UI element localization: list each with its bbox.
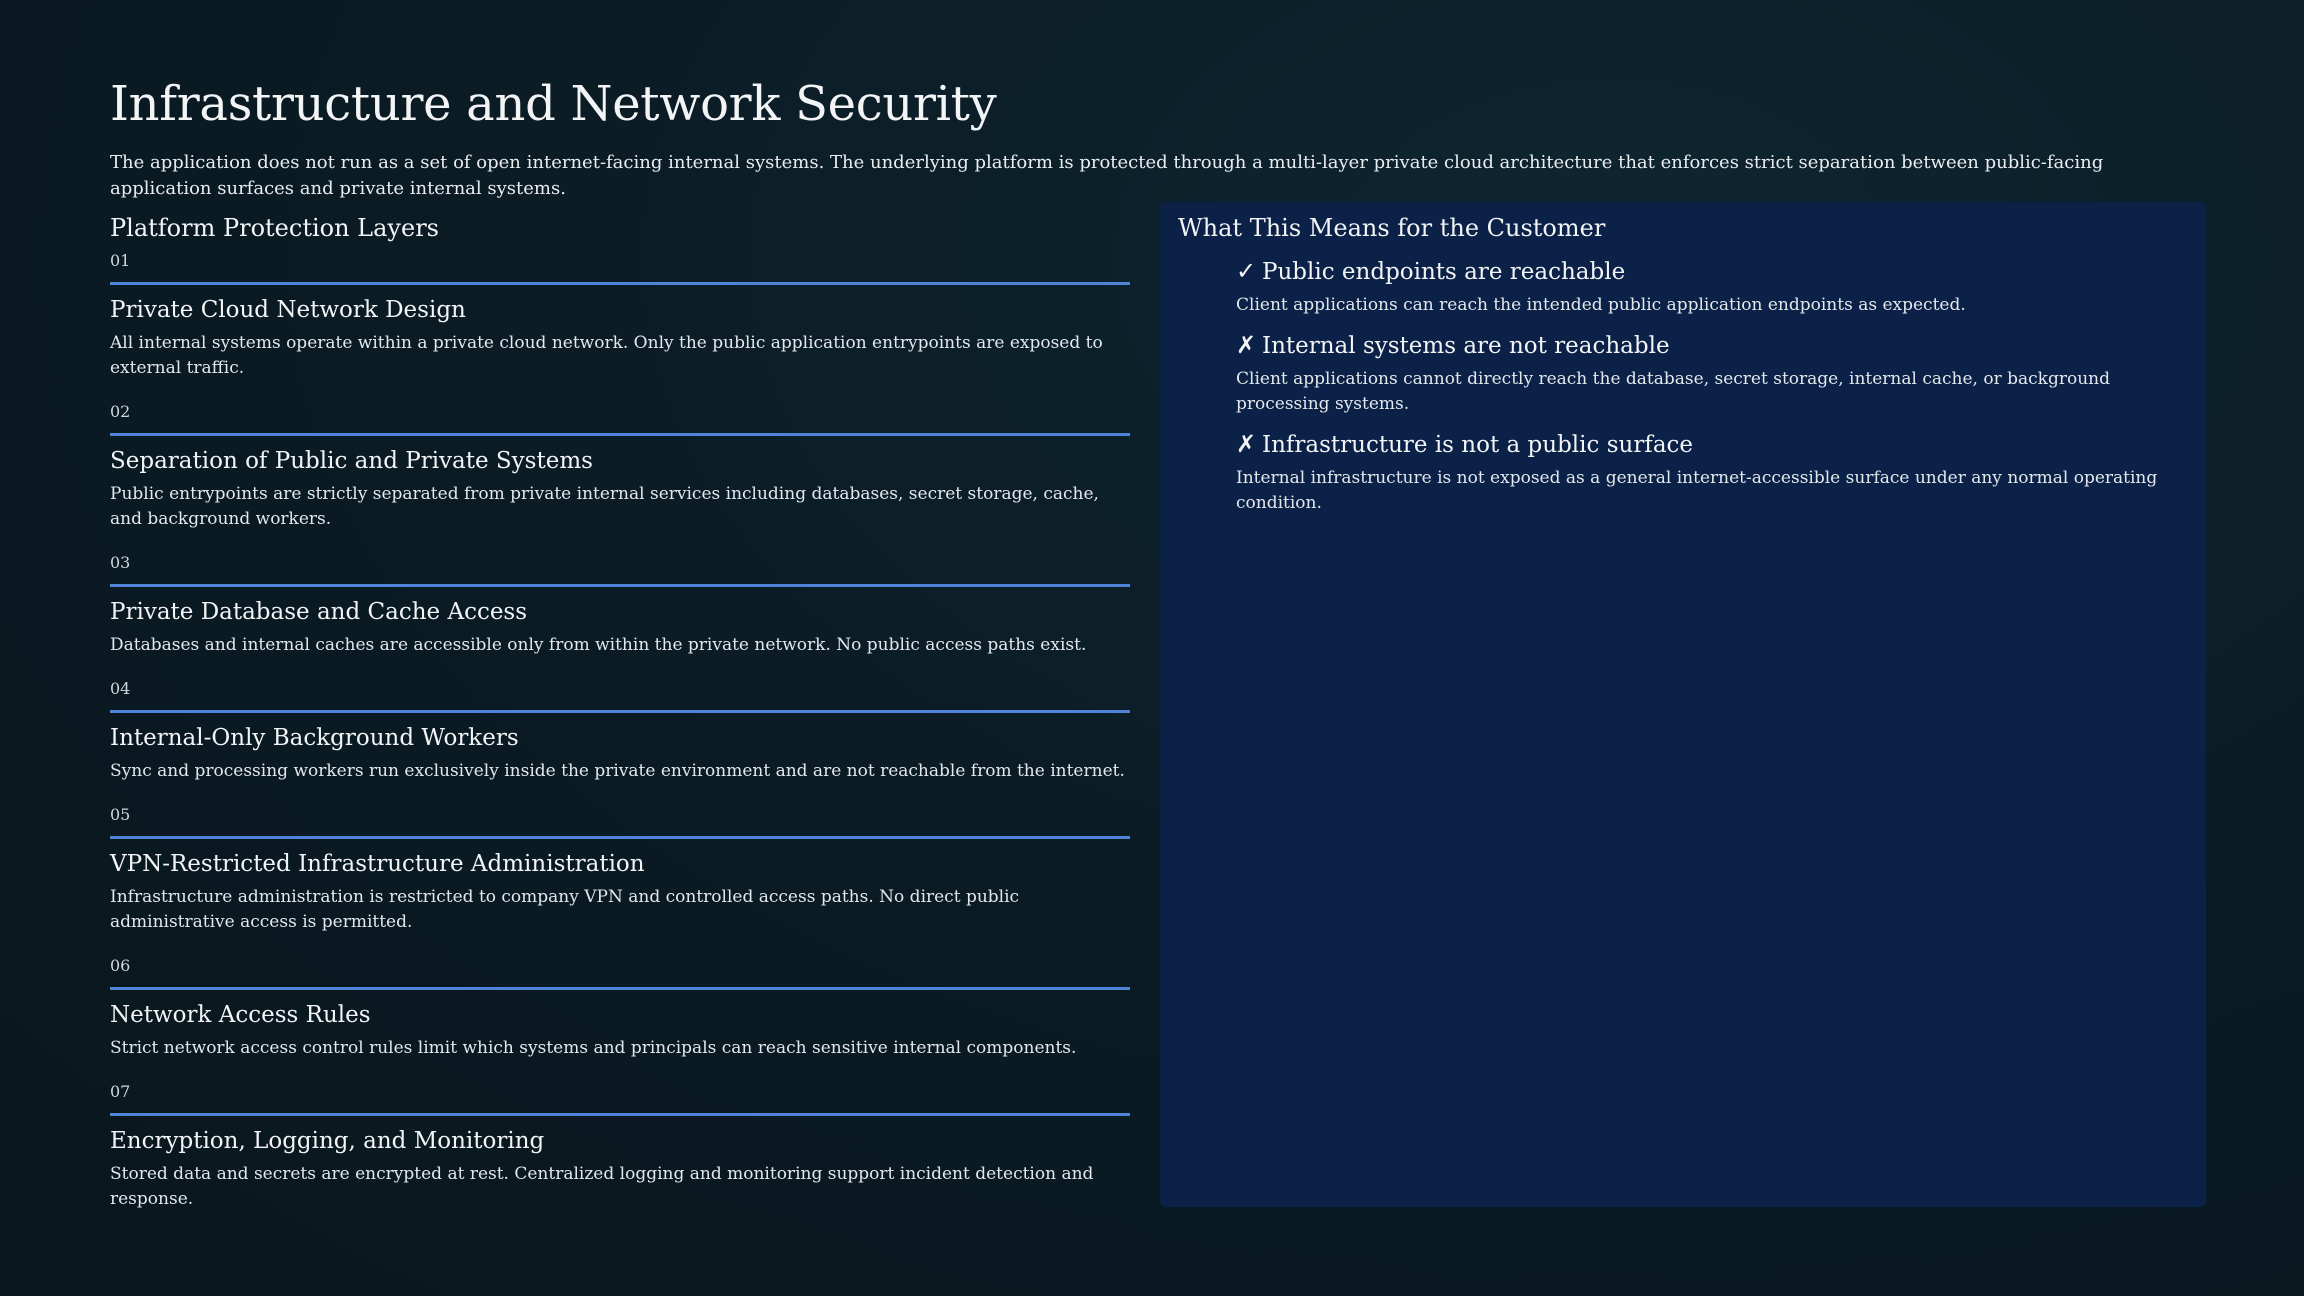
cross-icon: ✗: [1236, 430, 1257, 458]
layer-title: Internal-Only Background Workers: [110, 725, 519, 751]
layer-number: 06: [110, 955, 1130, 990]
layer-title: VPN-Restricted Infrastructure Administration: [110, 851, 645, 877]
check-icon: ✓: [1236, 257, 1257, 285]
layer-number: 07: [110, 1081, 1130, 1116]
layer-number: 05: [110, 804, 1130, 839]
layer-item: [110, 552, 1130, 672]
outcome-title: Infrastructure is not a public surface: [1262, 432, 1694, 458]
page: [110, 72, 2206, 1209]
protection-layers-heading: Platform Protection Layers: [110, 214, 439, 242]
cross-icon: ✗: [1236, 331, 1257, 359]
outcome-item: [1236, 429, 2188, 516]
layer-title: Network Access Rules: [110, 1002, 371, 1028]
outcome-description: Internal infrastructure is not exposed as a general internet-accessible surface under any normal operating condition.: [1236, 468, 2158, 513]
layer-description: Databases and internal caches are accessible only from within the private network. No public access paths exist.: [110, 635, 1087, 655]
layer-number: 01: [110, 250, 1130, 285]
layer-title: Encryption, Logging, and Monitoring: [110, 1128, 545, 1154]
outcome-header: [1236, 256, 2188, 287]
outcome-header: [1236, 429, 2188, 460]
outcome-header: [1236, 330, 2188, 361]
layer-description: All internal systems operate within a private cloud network. Only the public application entrypoints are exposed to external traffic.: [110, 333, 1103, 378]
layer-number: 04: [110, 678, 1130, 713]
layer-number: 02: [110, 401, 1130, 436]
customer-impact-panel: [1160, 202, 2206, 1207]
layer-description: Strict network access control rules limit which systems and principals can reach sensitive internal components.: [110, 1038, 1077, 1058]
layer-title: Separation of Public and Private Systems: [110, 448, 593, 474]
layer-description: Public entrypoints are strictly separated from private internal services including databases, secret storage, cache, and background workers.: [110, 484, 1099, 529]
layer-title: Private Database and Cache Access: [110, 599, 528, 625]
protection-layers-section: [110, 212, 1130, 1226]
customer-impact-heading: What This Means for the Customer: [1178, 214, 1606, 242]
intro-paragraph: The application does not run as a set of open internet-facing internal systems. The underlying platform is protected through a multi-layer private cloud architecture that enforces strict separation between public-facing application surfaces and private internal systems.: [110, 152, 2104, 199]
outcome-title: Public endpoints are reachable: [1262, 259, 1626, 285]
layer-item: [110, 401, 1130, 546]
layer-item: [110, 678, 1130, 798]
layer-description: Stored data and secrets are encrypted at rest. Centralized logging and monitoring support incident detection and response.: [110, 1164, 1094, 1209]
layer-title: Private Cloud Network Design: [110, 297, 466, 323]
layer-item: [110, 250, 1130, 395]
layer-number: 03: [110, 552, 1130, 587]
outcome-item: [1236, 256, 2188, 318]
outcome-title: Internal systems are not reachable: [1262, 333, 1670, 359]
layer-description: Sync and processing workers run exclusively inside the private environment and are not reachable from the internet.: [110, 761, 1125, 781]
outcome-description: Client applications can reach the intended public application endpoints as expected.: [1236, 295, 1966, 315]
layer-item: [110, 1081, 1130, 1226]
page-title: Infrastructure and Network Security: [110, 76, 997, 132]
layer-item: [110, 955, 1130, 1075]
layer-description: Infrastructure administration is restricted to company VPN and controlled access paths. No direct public administrative access is permitted.: [110, 887, 1020, 932]
outcome-description: Client applications cannot directly reach the database, secret storage, internal cache, or background processing systems.: [1236, 369, 2110, 414]
layer-item: [110, 804, 1130, 949]
outcome-item: [1236, 330, 2188, 417]
